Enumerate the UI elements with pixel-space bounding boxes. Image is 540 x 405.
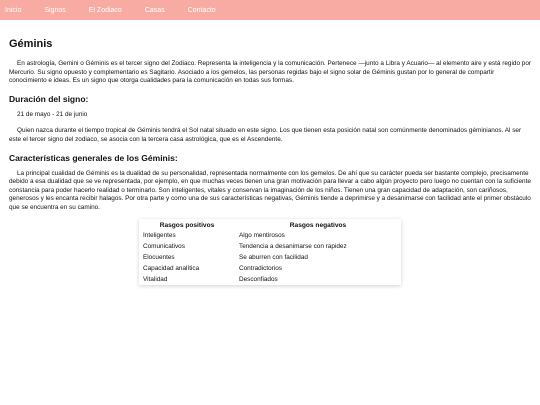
table-header-row xyxy=(139,219,401,230)
positive-trait-cell: Vitalidad xyxy=(143,276,168,284)
positive-trait-cell: Inteligentes xyxy=(143,231,176,239)
nav-link-signos[interactable]: Signos xyxy=(44,6,66,14)
top-navigation xyxy=(0,0,540,20)
negative-trait-cell: Desconfiados xyxy=(239,276,278,284)
positive-trait-cell: Capacidad analítica xyxy=(143,265,200,273)
column-header-positive: Rasgos positivos xyxy=(159,221,215,229)
page-title: Géminis xyxy=(9,38,53,50)
negative-trait-cell: Se aburren con facilidad xyxy=(239,254,308,261)
main-content xyxy=(0,38,540,285)
table-row xyxy=(139,263,401,274)
table-row xyxy=(139,274,401,285)
table-row xyxy=(139,230,401,241)
nav-link-contacto[interactable]: Contacto xyxy=(187,6,216,14)
negative-trait-cell: Contradictorios xyxy=(239,265,282,273)
duration-heading: Duración del signo: xyxy=(9,93,89,104)
duration-paragraph: Quien nazca durante el tiempo tropical de Géminis tendrá el Sol natal situado en este signo. Los que tienen esta posición natal son comúnmente denominados géminianos. Al ser este el tercer signo del zodiaco, se asocia con la tercera casa astrológica, que es el Ascendente. xyxy=(9,127,522,143)
negative-trait-cell: Tendencia a desanimarse con rapidez xyxy=(239,242,347,250)
nav-link-casas[interactable]: Casas xyxy=(144,6,165,14)
characteristics-paragraph: La principal cualidad de Géminis es la dualidad de su personalidad, representada normalmente con los gemelos. De ahí que su carácter pueda ser bastante complejo, precisamente debido a esa dualidad que se ve representada, por ejemplo, en que muchas veces tienen una gran motivación para llevar a cabo algún proyecto pero luego no cuentan con la suficiente constancia para poder hacerlo realidad o terminarlo. Son inteligentes, vitales y conservan la imaginación de los niños. Tienen una gran capacidad de adaptación, son cariñosos, generosos y les encanta recibir halagos. Por otra parte y como una de sus características negativas, Géminis tiende a deprimirse y a desanimarse con facilidad ante el primer obstáculo que se encuentra en su camino. xyxy=(9,169,531,211)
positive-trait-cell: Elocuentes xyxy=(143,254,175,261)
nav-link-inicio[interactable]: Inicio xyxy=(5,6,22,14)
table-row xyxy=(139,252,401,263)
duration-dates: 21 de mayo - 21 de junio xyxy=(17,110,88,118)
characteristics-heading: Características generales de los Géminis: xyxy=(9,152,178,163)
negative-trait-cell: Algo mentirosos xyxy=(239,231,285,239)
intro-paragraph: En astrología, Gemini o Géminis es el tercer signo del Zodiaco. Representa la inteligencia y la comunicación. Pertenece —junto a Libra y Acuario— al elemento aire y está regido por Mercurio. Su signo opuesto y complementario es Sagitario. Asociado a los gemelos, las personas regidas bajo el signo solar de Géminis gustan por lo general de compartir conocimiento e ideas. Es un signo que otorga cualidades para la comunicación en todas sus formas. xyxy=(9,60,532,85)
table-row xyxy=(139,241,401,252)
positive-trait-cell: Comunicativos xyxy=(143,242,185,250)
traits-table-container xyxy=(9,219,531,286)
nav-link-el-zodiaco[interactable]: El Zodiaco xyxy=(88,6,122,14)
column-header-negative: Rasgos negativos xyxy=(289,221,347,229)
traits-table xyxy=(139,219,401,286)
